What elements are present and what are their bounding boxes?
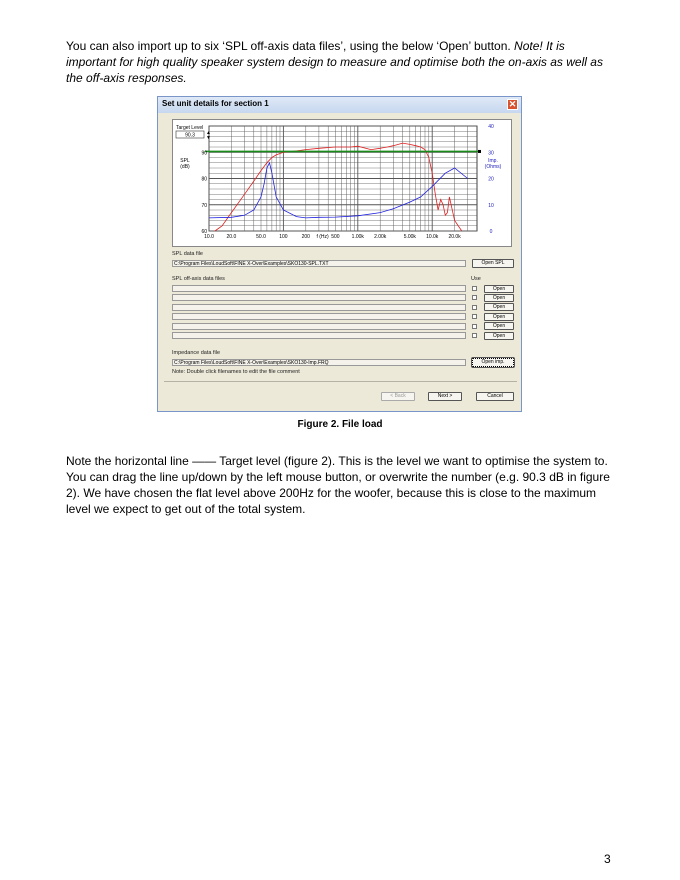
x-tick-label: 10.0 [204,234,214,240]
set-unit-dialog [157,96,522,412]
off-axis-open-button[interactable]: Open [484,285,514,293]
off-axis-file-field[interactable] [172,304,466,311]
page-number: 3 [604,852,611,866]
intro-note-italic: Note! It is important for high quality speaker system design to measure and optimise both the on-axis as well as the off-axis responses. [66,39,603,85]
off-axis-use-checkbox[interactable] [472,286,477,291]
x-tick-label: 20.0k [448,234,461,240]
off-axis-file-field[interactable] [172,285,466,292]
off-axis-open-button[interactable]: Open [484,294,514,302]
spl-data-file-label: SPL data file [172,251,203,257]
figure-caption: Figure 2. File load [297,419,383,430]
x-tick-label: 500 [331,234,340,240]
dialog-titlebar[interactable] [158,97,521,113]
y-tick-label: 60 [201,229,207,235]
off-axis-open-button[interactable]: Open [484,303,514,311]
x-tick-label: 10.0k [426,234,439,240]
off-axis-use-checkbox[interactable] [472,333,477,338]
chart-svg [173,120,511,246]
y-axis-label: SPL [180,158,190,164]
back-button[interactable]: < Back [381,392,415,401]
x-tick-label: 200 [301,234,310,240]
spin-up-icon[interactable]: ▲ [206,130,211,136]
x-tick-label: 5.00k [403,234,416,240]
intro-paragraph [66,38,618,86]
x-axis-unit-label: f (Hz) [316,234,329,240]
y2-tick-label: 30 [488,150,494,157]
x-tick-label: 2.00k [374,234,387,240]
off-axis-file-field[interactable] [172,323,466,330]
open-spl-button[interactable]: Open SPL [472,259,514,268]
y-axis-label: (dB) [180,164,190,170]
off-axis-open-button[interactable]: Open [484,322,514,330]
off-axis-open-button[interactable]: Open [484,313,514,321]
off-axis-use-checkbox[interactable] [472,305,477,310]
spin-down-icon[interactable]: ▼ [206,135,211,141]
x-tick-label: 50.0 [256,234,266,240]
y2-tick-label: 0 [489,229,493,235]
y2-axis-label: Imp. [488,158,498,164]
y-tick-label: 80 [201,176,207,183]
y2-tick-label: 10 [488,202,494,209]
file-comment-note: Note: Double click filenames to edit the file comment [172,369,300,375]
spl-impedance-chart [172,119,512,247]
y-tick-label: 90 [201,150,207,157]
target-level-input[interactable]: 90.3 [185,132,195,139]
open-imp-button[interactable]: Open imp. [472,358,514,367]
off-axis-file-field[interactable] [172,294,466,301]
x-tick-label: 100 [279,234,288,240]
dialog-title: Set unit details for section 1 [162,99,269,108]
use-label: Use [471,276,481,282]
x-tick-label: 20.0 [226,234,237,240]
x-tick-label: 1.00k [351,234,364,240]
y-tick-label: 70 [201,202,207,209]
off-axis-use-checkbox[interactable] [472,324,477,329]
impedance-file-label: Impedance data file [172,350,221,356]
off-axis-file-field[interactable] [172,332,466,339]
outro-paragraph: Note the horizontal line —— Target level (figure 2). This is the level we want to optimise the system to. You can drag the line up/down by the left mouse button, or overwrite the number (e.g. 90.3 dB in figure 2). We have chosen the flat level above 200Hz for the woofer, because this is close to the maximum level we expect to get out of the total system. [66,454,610,516]
off-axis-open-button[interactable]: Open [484,332,514,340]
intro-text: You can also import up to six ‘SPL off-axis data files’, using the below ‘Open’ button. [66,39,515,53]
close-icon[interactable]: ✕ [508,99,517,109]
y2-tick-label: 40 [488,124,494,130]
off-axis-use-checkbox[interactable] [472,314,477,319]
dialog-separator [164,381,517,382]
target-level-label: Target Level [176,125,204,131]
cancel-button[interactable]: Cancel [476,392,514,401]
off-axis-use-checkbox[interactable] [472,295,477,300]
y2-tick-label: 20 [488,176,494,183]
y2-axis-label: (Ohms) [484,164,502,170]
spl-data-file-field[interactable]: C:\Program Files\LoudSoft\FINE X-Over\Examples\SKO130-SPL.TXT [172,260,466,267]
off-axis-label: SPL off-axis data files [172,276,225,282]
off-axis-file-field[interactable] [172,313,466,320]
impedance-file-field[interactable]: C:\Program Files\LoudSoft\FINE X-Over\Examples\SKO130-Imp.FRQ [172,359,466,366]
next-button[interactable]: Next > [428,392,462,401]
target-level-handle[interactable] [478,150,481,153]
